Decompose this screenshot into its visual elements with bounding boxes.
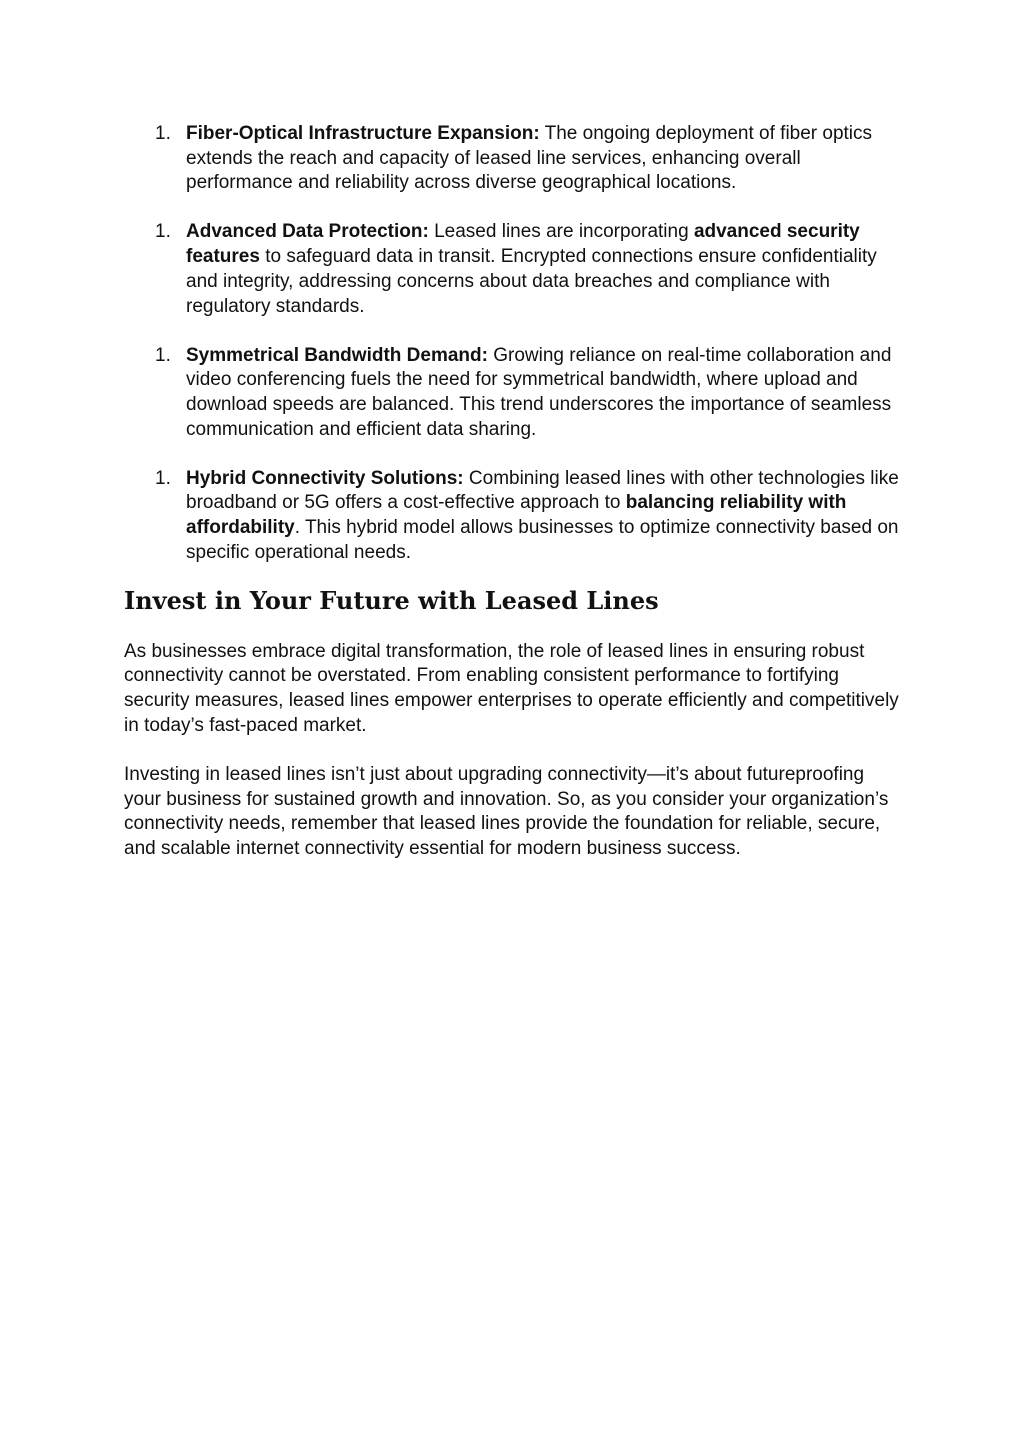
body-paragraph: Investing in leased lines isn’t just about upgrading connectivity—it’s about futureproofing your business for sustained growth and innovation. So, as you consider your organization’s connectivity needs, remember that leased lines provide the foundation for reliable, secure, and scalable internet connectivity essential for modern business success. xyxy=(124,763,889,859)
list-number: 1. xyxy=(155,344,171,366)
list-item xyxy=(124,467,899,566)
trend-list xyxy=(124,122,899,565)
list-item-emphasis: advanced security features xyxy=(186,221,860,268)
list-item-title: Advanced Data Protection: xyxy=(186,221,429,243)
list-item-text: Combining leased lines with other technologies like broadband or 5G offers a cost-effective approach to xyxy=(186,467,899,514)
list-item-text: The ongoing deployment of fiber optics extends the reach and capacity of leased line services, enhancing overall performance and reliability across diverse geographical locations. xyxy=(186,123,873,194)
list-item xyxy=(124,344,899,443)
section-heading: Invest in Your Future with Leased Lines xyxy=(124,585,659,615)
list-item xyxy=(124,122,899,196)
list-item-title: Fiber-Optical Infrastructure Expansion: xyxy=(186,123,540,144)
list-item-text: . This hybrid model allows businesses to optimize connectivity based on specific operational needs. xyxy=(186,517,899,563)
list-item-text: to safeguard data in transit. Encrypted connections ensure confidentiality and integrity, addressing concerns about data breaches and compliance with regulatory standards. xyxy=(186,246,877,317)
list-number: 1. xyxy=(155,221,171,243)
document-page xyxy=(124,122,899,886)
list-item xyxy=(124,220,899,319)
list-item-text: Growing reliance on real-time collaboration and video conferencing fuels the need for symmetrical bandwidth, where upload and download speeds are balanced. This trend underscores the importance of seamless communication and efficient data sharing. xyxy=(186,344,892,440)
list-item-title: Symmetrical Bandwidth Demand: xyxy=(186,344,488,366)
list-item-text: Leased lines are incorporating xyxy=(428,221,694,243)
list-number: 1. xyxy=(155,123,171,144)
body-paragraph: As businesses embrace digital transformation, the role of leased lines in ensuring robust connectivity cannot be overstated. From enabling consistent performance to fortifying security measures, leased lines empower enterprises to operate efficiently and competitively in today’s fast-paced market. xyxy=(124,640,899,736)
list-number: 1. xyxy=(155,467,171,489)
list-item-emphasis: balancing reliability with affordability xyxy=(186,492,847,539)
list-item-title: Hybrid Connectivity Solutions: xyxy=(186,467,464,489)
